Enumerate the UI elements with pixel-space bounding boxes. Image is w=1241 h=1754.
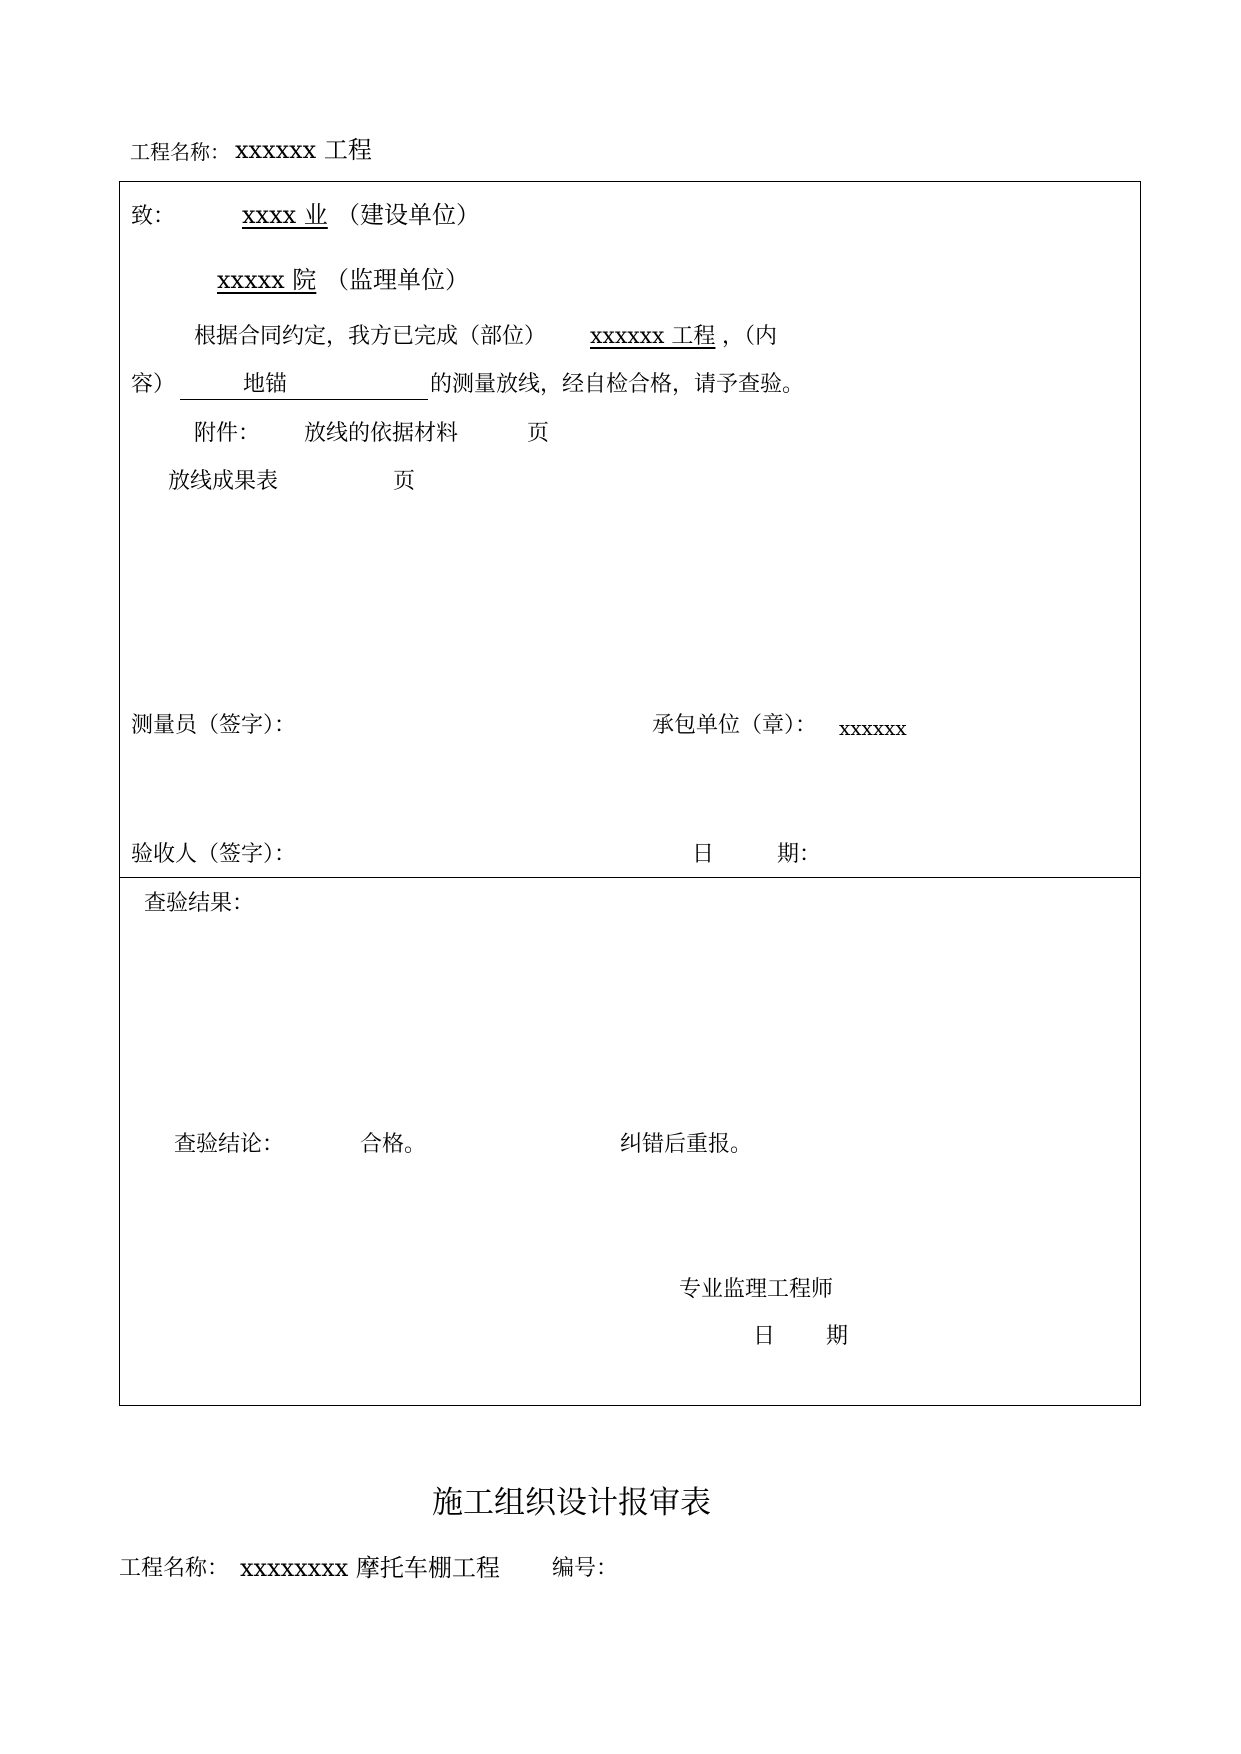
form2-project-value: xxxxxxxx 摩托车棚工程 bbox=[240, 1554, 500, 1582]
conclusion-option-resubmit: 纠错后重报。 bbox=[620, 1132, 753, 1157]
content-underline bbox=[180, 399, 428, 400]
receiver-signature-label: 验收人（签字）： bbox=[131, 842, 297, 867]
owner-role: （建设单位） bbox=[336, 201, 480, 229]
engineer-date-char2: 期 bbox=[826, 1324, 849, 1349]
form2-title: 施工组织设计报审表 bbox=[432, 1485, 711, 1521]
inspection-result-label: 查验结果： bbox=[144, 891, 255, 916]
project-name-value: xxxxxx 工程 bbox=[235, 136, 372, 164]
date-label-char1: 日 bbox=[692, 842, 715, 867]
form2-number-label: 编号： bbox=[552, 1556, 619, 1581]
body-line2-content: 地锚 bbox=[243, 372, 288, 397]
body-line2-prefix: 容） bbox=[131, 372, 176, 397]
attachment-item-1-unit: 页 bbox=[527, 421, 550, 446]
to-label: 致： bbox=[131, 204, 176, 229]
conclusion-option-pass: 合格。 bbox=[360, 1132, 427, 1157]
contractor-value: xxxxxx bbox=[839, 716, 907, 740]
body-line1-prefix: 根据合同约定，我方已完成（部位） bbox=[194, 324, 547, 349]
owner-name: xxxx 业 bbox=[242, 201, 328, 229]
supervisor-name: xxxxx 院 bbox=[217, 266, 317, 294]
attachment-label: 附件： bbox=[194, 421, 261, 446]
body-line1-part: xxxxxx 工程 bbox=[590, 324, 716, 349]
table-divider bbox=[119, 877, 1141, 878]
attachment-item-2: 放线成果表 bbox=[168, 469, 279, 494]
body-line2-suffix: 的测量放线，经自检合格，请予查验。 bbox=[430, 372, 805, 397]
project-name-label: 工程名称： bbox=[130, 140, 230, 164]
supervising-engineer-label: 专业监理工程师 bbox=[679, 1277, 834, 1302]
supervisor-role: （监理单位） bbox=[325, 266, 469, 294]
attachment-item-1: 放线的依据材料 bbox=[304, 421, 459, 446]
form2-project-label: 工程名称： bbox=[119, 1556, 230, 1581]
engineer-date-char1: 日 bbox=[753, 1324, 776, 1349]
inspection-conclusion-label: 查验结论： bbox=[174, 1132, 285, 1157]
surveyor-signature-label: 测量员（签字）： bbox=[131, 713, 297, 738]
body-line1-suffix: ，（内 bbox=[722, 324, 778, 349]
contractor-label: 承包单位（章）： bbox=[652, 713, 818, 738]
form-table bbox=[119, 181, 1141, 1406]
attachment-item-2-unit: 页 bbox=[393, 469, 416, 494]
date-label-char2: 期： bbox=[777, 842, 822, 867]
